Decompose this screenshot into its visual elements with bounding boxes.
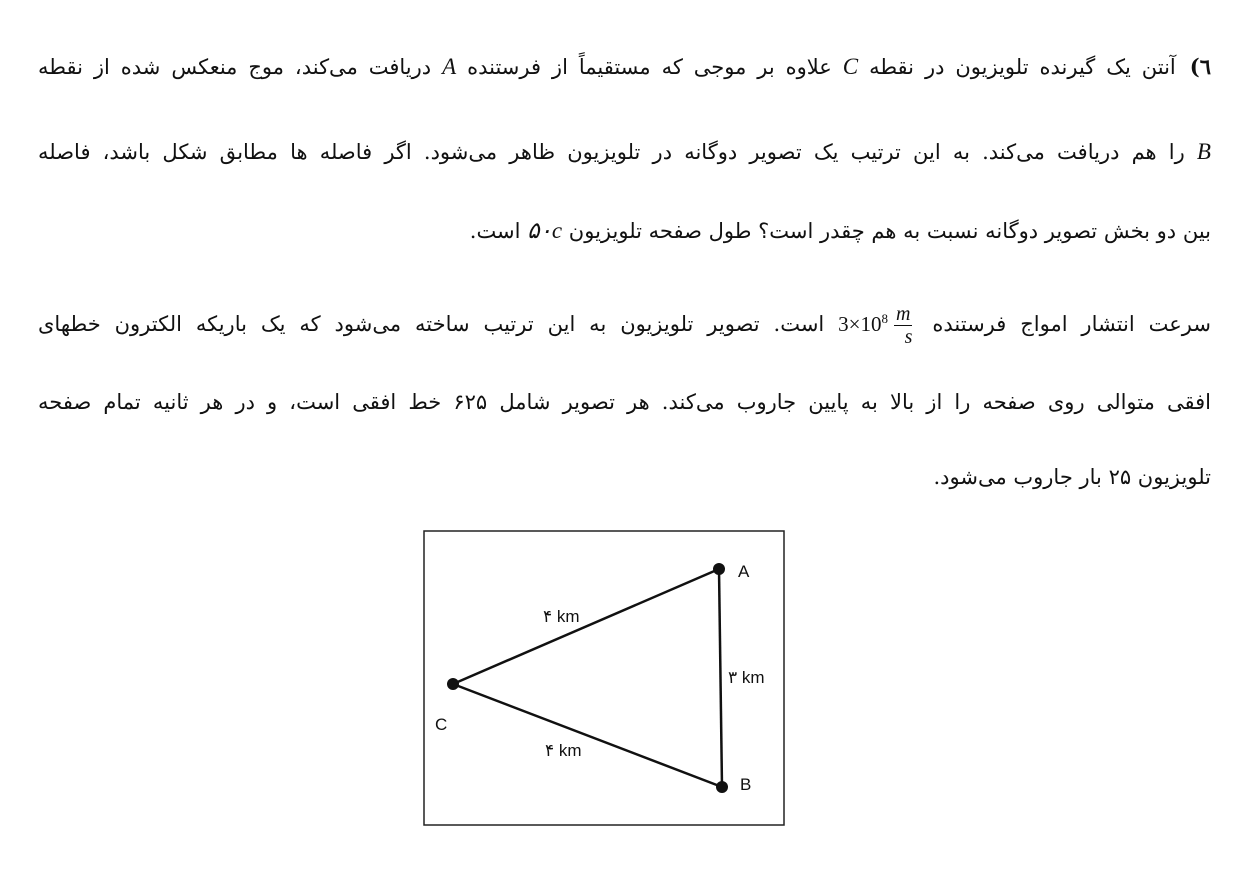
triangle-figure	[423, 530, 785, 826]
text-segment: را هم دریافت می‌کند. به این ترتیب یک تصویر دوگانه در تلویزیون ظاهر می‌شود. اگر فاصله ها مطابق شکل باشد، فاصله	[38, 140, 1185, 164]
text-segment: افقی متوالی روی صفحه را از بالا به پایین جاروب می‌کند. هر تصویر شامل ۶۲۵ خط افقی است، و در هر ثانیه تمام صفحه	[38, 390, 1211, 414]
speed-exponent: 8	[881, 311, 889, 326]
edge-ab-label: ۳ km	[728, 668, 765, 687]
text-line-4	[38, 303, 1211, 348]
text-segment: است. تصویر تلویزیون به این ترتیب ساخته می‌شود که یک باریکه الکترون خطهای	[38, 312, 825, 336]
text-segment: دریافت می‌کند، موج منعکس شده از نقطه	[38, 55, 432, 79]
speed-coefficient: 3×10	[838, 312, 882, 336]
point-b-label: B	[740, 775, 752, 794]
screen-length-value: ۵۰c	[527, 218, 563, 243]
speed-unit-fraction	[894, 303, 912, 348]
point-c-dot	[447, 678, 459, 690]
text-line-3	[38, 216, 1211, 246]
point-b-dot	[716, 781, 728, 793]
point-a-dot	[713, 563, 725, 575]
text-segment: است.	[469, 219, 521, 243]
text-line-1	[38, 52, 1211, 82]
text-segment: آنتن یک گیرنده تلویزیون در نقطه	[869, 55, 1176, 79]
text-line-2	[38, 137, 1211, 167]
speed-value	[838, 312, 888, 336]
triangle-diagram	[423, 530, 785, 826]
edge-cb-label: ۴ km	[545, 741, 582, 760]
point-c-label: C	[435, 715, 448, 734]
unit-numerator: m	[896, 303, 911, 325]
variable-c: C	[842, 54, 859, 79]
point-a-label: A	[738, 562, 750, 581]
unit-denominator: s	[904, 326, 913, 348]
variable-a: A	[442, 54, 457, 79]
edge-ca-label: ۴ km	[543, 607, 580, 626]
text-segment: تلویزیون ۲۵ بار جاروب می‌شود.	[933, 465, 1211, 489]
text-segment: سرعت انتشار امواج فرستنده	[932, 312, 1211, 336]
variable-b: B	[1196, 139, 1211, 164]
text-line-6	[38, 462, 1211, 492]
text-segment: بین دو بخش تصویر دوگانه نسبت به هم چقدر است؟ طول صفحه تلویزیون	[568, 219, 1211, 243]
text-line-5	[38, 387, 1211, 417]
problem-number: ٦)	[1189, 54, 1211, 79]
text-segment: علاوه بر موجی که مستقیماً از فرستنده	[467, 55, 832, 79]
